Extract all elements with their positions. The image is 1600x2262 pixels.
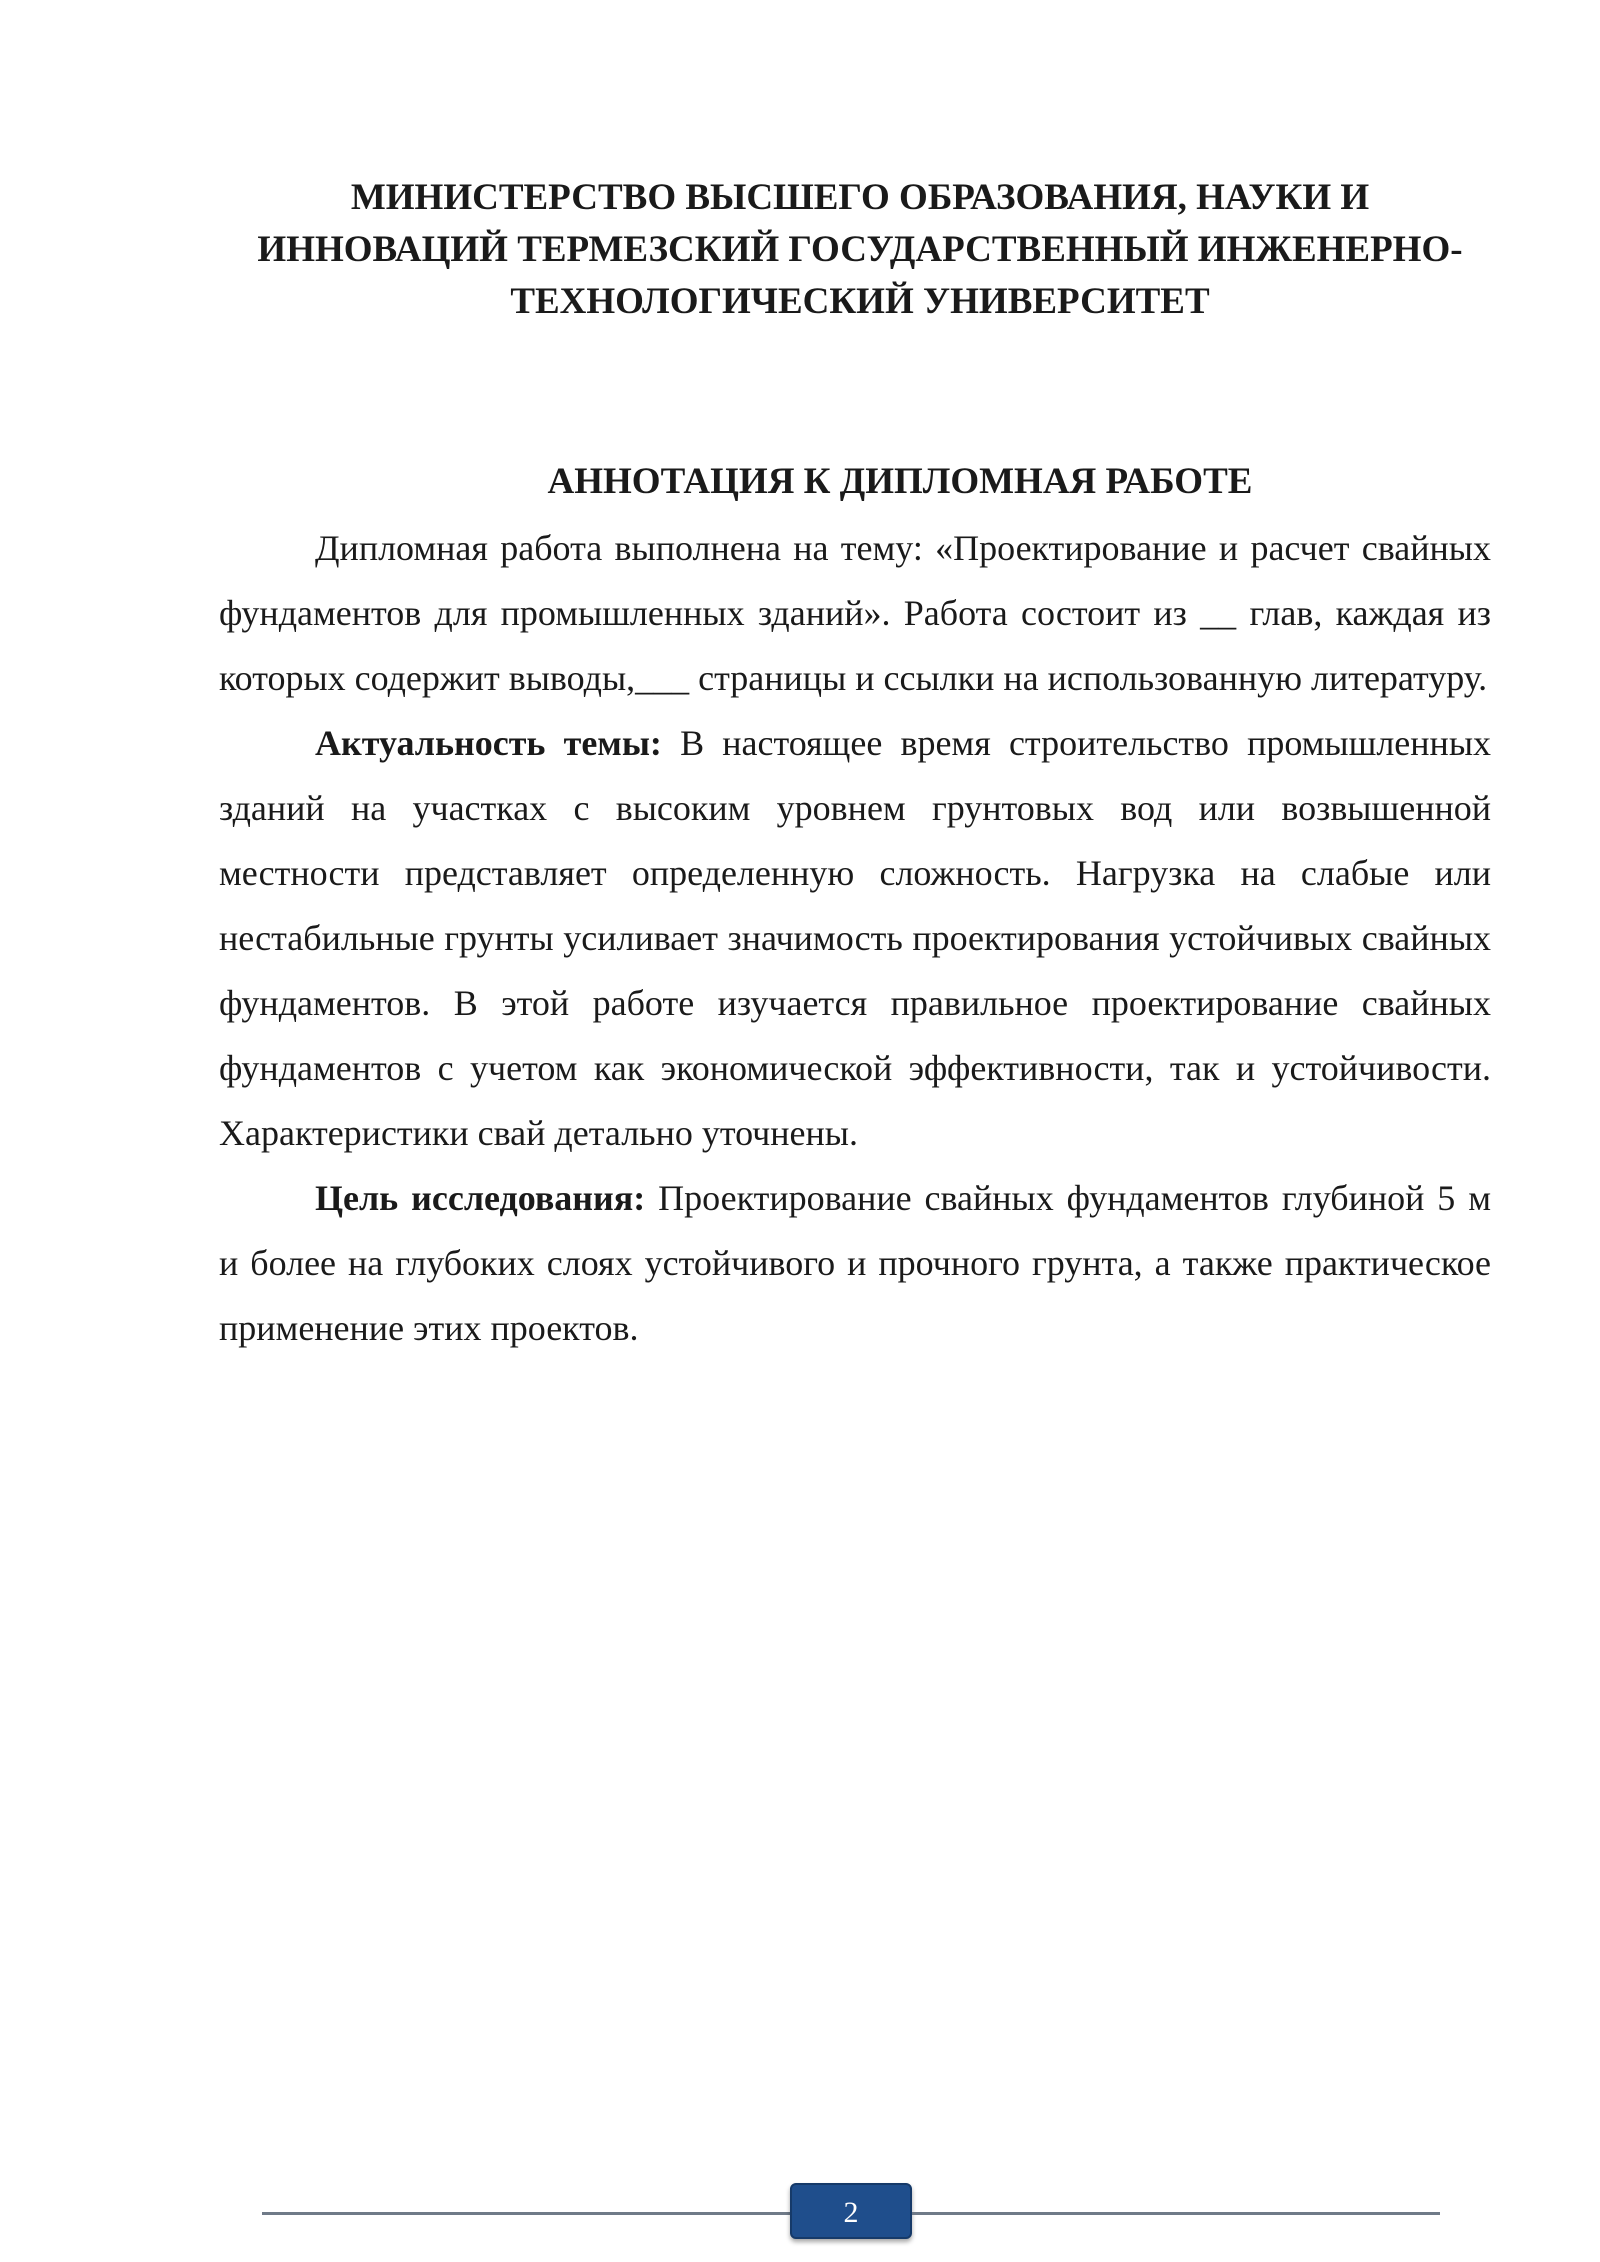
paragraph-text: Проектирование свайных фундаментов глубиной 5 м и более на глубоких слоях устойчивого и прочного грунта, а также практическое применение этих проектов.	[219, 1178, 1492, 1348]
document-title: АННОТАЦИЯ К ДИПЛОМНАЯ РАБОТЕ	[547, 461, 1253, 502]
paragraph-text: Дипломная работа выполнена на тему: «Проектирование и расчет свайных фундаментов для промышленных зданий». Работа состоит из __ глав, каждая из которых содержит выводы,___ страницы и ссылки на использованную литературу.	[219, 528, 1491, 698]
footer-divider-left	[262, 2212, 790, 2215]
annotation-body	[219, 516, 1491, 1361]
institution-line: ИННОВАЦИЙ ТЕРМЕЗСКИЙ ГОСУДАРСТВЕННЫЙ ИНЖЕНЕРНО-	[257, 229, 1463, 270]
paragraph-label: Актуальность темы:	[315, 723, 662, 763]
page-footer	[262, 2183, 1440, 2245]
institution-header	[160, 172, 1560, 328]
institution-line: ТЕХНОЛОГИЧЕСКИЙ УНИВЕРСИТЕТ	[510, 281, 1210, 322]
page-number: 2	[843, 2196, 859, 2229]
paragraph-relevance	[219, 711, 1491, 1166]
paragraph-goal	[219, 1166, 1491, 1361]
footer-divider-right	[912, 2212, 1440, 2215]
paragraph-label: Цель исследования:	[315, 1178, 646, 1218]
paragraph-intro	[219, 516, 1491, 711]
institution-line: МИНИСТЕРСТВО ВЫСШЕГО ОБРАЗОВАНИЯ, НАУКИ И	[350, 177, 1370, 218]
page-number-badge	[790, 2183, 912, 2239]
paragraph-text: В настоящее время строительство промышленных зданий на участках с высоким уровнем грунтовых вод или возвышенной местности представляет определенную сложность. Нагрузка на слабые или нестабильные грунты усиливает значимость проектирования устойчивых свайных фундаментов. В этой работе изучается правильное проектирование свайных фундаментов с учетом как экономической эффективности, так и устойчивости. Характеристики свай детально уточнены.	[219, 723, 1492, 1153]
